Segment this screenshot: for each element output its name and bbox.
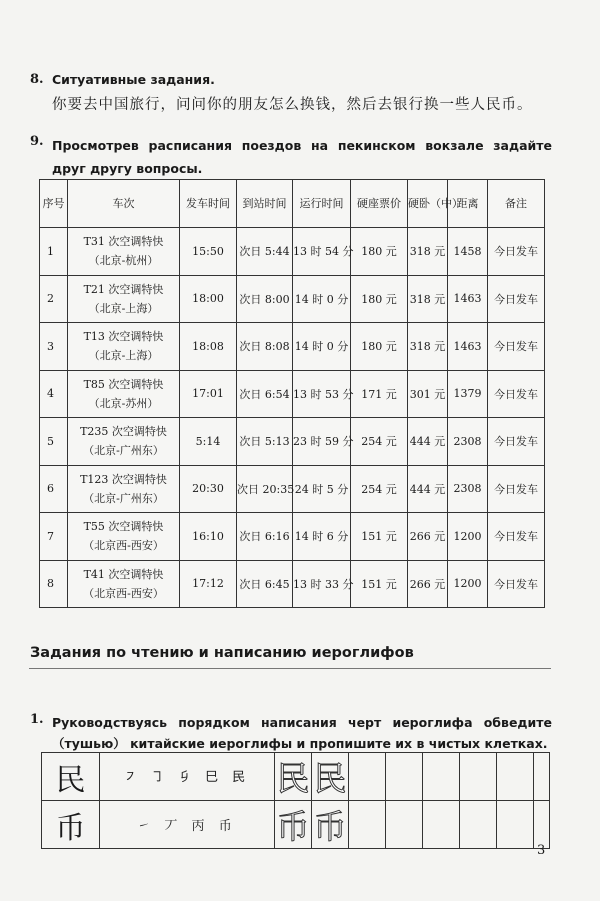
cell-distance: 1200	[448, 513, 488, 561]
table-row	[40, 370, 545, 418]
cell-seat-price: 254 元	[351, 418, 408, 466]
empty-practice-cell[interactable]	[497, 801, 534, 849]
model-character: 币	[42, 801, 100, 849]
cell-index: 1	[40, 228, 68, 276]
cell-distance: 2308	[448, 418, 488, 466]
cell-seat-price: 171 元	[351, 370, 408, 418]
empty-practice-cell[interactable]	[534, 753, 550, 801]
cell-seat-price: 151 元	[351, 560, 408, 608]
cell-run-time: 13 时 54 分	[293, 228, 351, 276]
cell-sleeper-price: 444 元	[408, 418, 448, 466]
cell-distance: 1379	[448, 370, 488, 418]
cell-run-time: 14 时 0 分	[293, 323, 351, 371]
empty-practice-cell[interactable]	[460, 753, 497, 801]
train-number: T235 次空调特快	[80, 425, 167, 439]
train-route: （北京-广州东）	[83, 491, 164, 505]
cell-train	[68, 513, 180, 561]
cell-note: 今日发车	[488, 465, 545, 513]
train-number: T85 次空调特快	[83, 377, 164, 391]
cell-run-time: 14 时 0 分	[293, 275, 351, 323]
table-row	[40, 275, 545, 323]
cell-note: 今日发车	[488, 275, 545, 323]
cell-departure: 15:50	[180, 228, 237, 276]
cell-arrival: 次日 6:45	[237, 560, 293, 608]
cell-distance: 2308	[448, 465, 488, 513]
header-arrival: 到站时间	[237, 180, 293, 228]
cell-arrival: 次日 20:35	[237, 465, 293, 513]
cell-index: 2	[40, 275, 68, 323]
cell-distance: 1463	[448, 275, 488, 323]
train-route: （北京-杭州）	[88, 254, 159, 268]
cell-arrival: 次日 8:00	[237, 275, 293, 323]
train-route: （北京西-西安）	[83, 586, 164, 600]
cell-sleeper-price: 266 元	[408, 560, 448, 608]
train-route: （北京西-西安）	[83, 539, 164, 553]
train-route: （北京-上海）	[88, 301, 159, 315]
cell-seat-price: 180 元	[351, 275, 408, 323]
trace-character[interactable]: 民	[312, 753, 349, 801]
task-1-number: 1.	[30, 712, 44, 727]
cell-note: 今日发车	[488, 228, 545, 276]
cell-seat-price: 151 元	[351, 513, 408, 561]
train-number: T41 次空调特快	[83, 567, 164, 581]
reading-section-title: Задания по чтению и написанию иероглифов	[30, 645, 414, 661]
header-index: 序号	[40, 180, 68, 228]
header-note: 备注	[488, 180, 545, 228]
cell-departure: 16:10	[180, 513, 237, 561]
cell-train	[68, 275, 180, 323]
trace-character[interactable]: 民	[275, 753, 312, 801]
section-9-number: 9.	[30, 134, 44, 149]
cell-train	[68, 323, 180, 371]
cell-train	[68, 560, 180, 608]
cell-distance: 1458	[448, 228, 488, 276]
cell-sleeper-price: 318 元	[408, 228, 448, 276]
stroke-order: ㇀ 丆 丙 币	[100, 801, 275, 849]
cell-sleeper-price: 266 元	[408, 513, 448, 561]
cell-distance: 1463	[448, 323, 488, 371]
train-route: （北京-苏州）	[88, 396, 159, 410]
section-8-number: 8.	[30, 72, 44, 87]
train-number: T31 次空调特快	[83, 235, 164, 249]
empty-practice-cell[interactable]	[386, 753, 423, 801]
empty-practice-cell[interactable]	[423, 801, 460, 849]
header-departure: 发车时间	[180, 180, 237, 228]
cell-arrival: 次日 6:54	[237, 370, 293, 418]
empty-practice-cell[interactable]	[423, 753, 460, 801]
cell-departure: 20:30	[180, 465, 237, 513]
empty-practice-cell[interactable]	[497, 753, 534, 801]
cell-departure: 17:01	[180, 370, 237, 418]
cell-sleeper-price: 301 元	[408, 370, 448, 418]
empty-practice-cell[interactable]	[349, 753, 386, 801]
cell-seat-price: 180 元	[351, 228, 408, 276]
section-8-title: Ситуативные задания.	[52, 72, 215, 87]
cell-index: 6	[40, 465, 68, 513]
empty-practice-cell[interactable]	[460, 801, 497, 849]
empty-practice-cell[interactable]	[349, 801, 386, 849]
cell-index: 7	[40, 513, 68, 561]
header-train: 车次	[68, 180, 180, 228]
cell-run-time: 14 时 6 分	[293, 513, 351, 561]
train-route: （北京-上海）	[88, 349, 159, 363]
cell-seat-price: 254 元	[351, 465, 408, 513]
model-character: 民	[42, 753, 100, 801]
cell-index: 3	[40, 323, 68, 371]
empty-practice-cell[interactable]	[534, 801, 550, 849]
cell-train	[68, 418, 180, 466]
train-number: T123 次空调特快	[80, 472, 167, 486]
cell-sleeper-price: 444 元	[408, 465, 448, 513]
table-row	[40, 228, 545, 276]
cell-note: 今日发车	[488, 513, 545, 561]
table-row	[40, 465, 545, 513]
cell-arrival: 次日 5:13	[237, 418, 293, 466]
cell-arrival: 次日 8:08	[237, 323, 293, 371]
cell-departure: 18:08	[180, 323, 237, 371]
practice-row	[42, 753, 550, 801]
cell-arrival: 次日 6:16	[237, 513, 293, 561]
cell-index: 4	[40, 370, 68, 418]
cell-run-time: 23 时 59 分	[293, 418, 351, 466]
cell-note: 今日发车	[488, 418, 545, 466]
cell-run-time: 13 时 33 分	[293, 560, 351, 608]
cell-distance: 1200	[448, 560, 488, 608]
empty-practice-cell[interactable]	[386, 801, 423, 849]
header-sleeper-price: 硬卧（中）	[408, 180, 448, 228]
table-header-row	[40, 180, 545, 228]
cell-sleeper-price: 318 元	[408, 323, 448, 371]
train-timetable	[39, 179, 545, 608]
writing-practice-grid	[41, 752, 550, 849]
table-row	[40, 513, 545, 561]
section-8-text: 你要去中国旅行，问问你的朋友怎么换钱，然后去银行换一些人民币。	[52, 97, 533, 113]
stroke-order: ㇇ ㇆ 𠂎 巳 民	[100, 753, 275, 801]
header-distance: 距离	[448, 180, 488, 228]
cell-index: 5	[40, 418, 68, 466]
task-1-text: Руководствуясь порядком написания черт иероглифа обведите （тушью） китайские иероглифы и пропишите их в чистых клетках.	[52, 715, 552, 751]
header-seat-price: 硬座票价	[351, 180, 408, 228]
train-route: （北京-广州东）	[83, 444, 164, 458]
train-number: T21 次空调特快	[83, 282, 164, 296]
practice-row	[42, 801, 550, 849]
cell-index: 8	[40, 560, 68, 608]
train-number: T13 次空调特快	[83, 330, 164, 344]
table-row	[40, 418, 545, 466]
table-row	[40, 560, 545, 608]
cell-note: 今日发车	[488, 370, 545, 418]
cell-run-time: 13 时 53 分	[293, 370, 351, 418]
header-run-time: 运行时间	[293, 180, 351, 228]
cell-train	[68, 370, 180, 418]
trace-character[interactable]: 币	[275, 801, 312, 849]
cell-note: 今日发车	[488, 560, 545, 608]
cell-arrival: 次日 5:44	[237, 228, 293, 276]
cell-departure: 17:12	[180, 560, 237, 608]
trace-character[interactable]: 币	[312, 801, 349, 849]
cell-departure: 5:14	[180, 418, 237, 466]
cell-seat-price: 180 元	[351, 323, 408, 371]
section-9-title: Просмотрев расписания поездов на пекинском вокзале задайте друг другу вопросы.	[52, 138, 552, 176]
section-divider	[29, 668, 551, 669]
cell-run-time: 24 时 5 分	[293, 465, 351, 513]
train-number: T55 次空调特快	[83, 520, 164, 534]
cell-sleeper-price: 318 元	[408, 275, 448, 323]
table-row	[40, 323, 545, 371]
page-number: 3	[537, 843, 546, 858]
cell-departure: 18:00	[180, 275, 237, 323]
cell-note: 今日发车	[488, 323, 545, 371]
cell-train	[68, 228, 180, 276]
cell-train	[68, 465, 180, 513]
